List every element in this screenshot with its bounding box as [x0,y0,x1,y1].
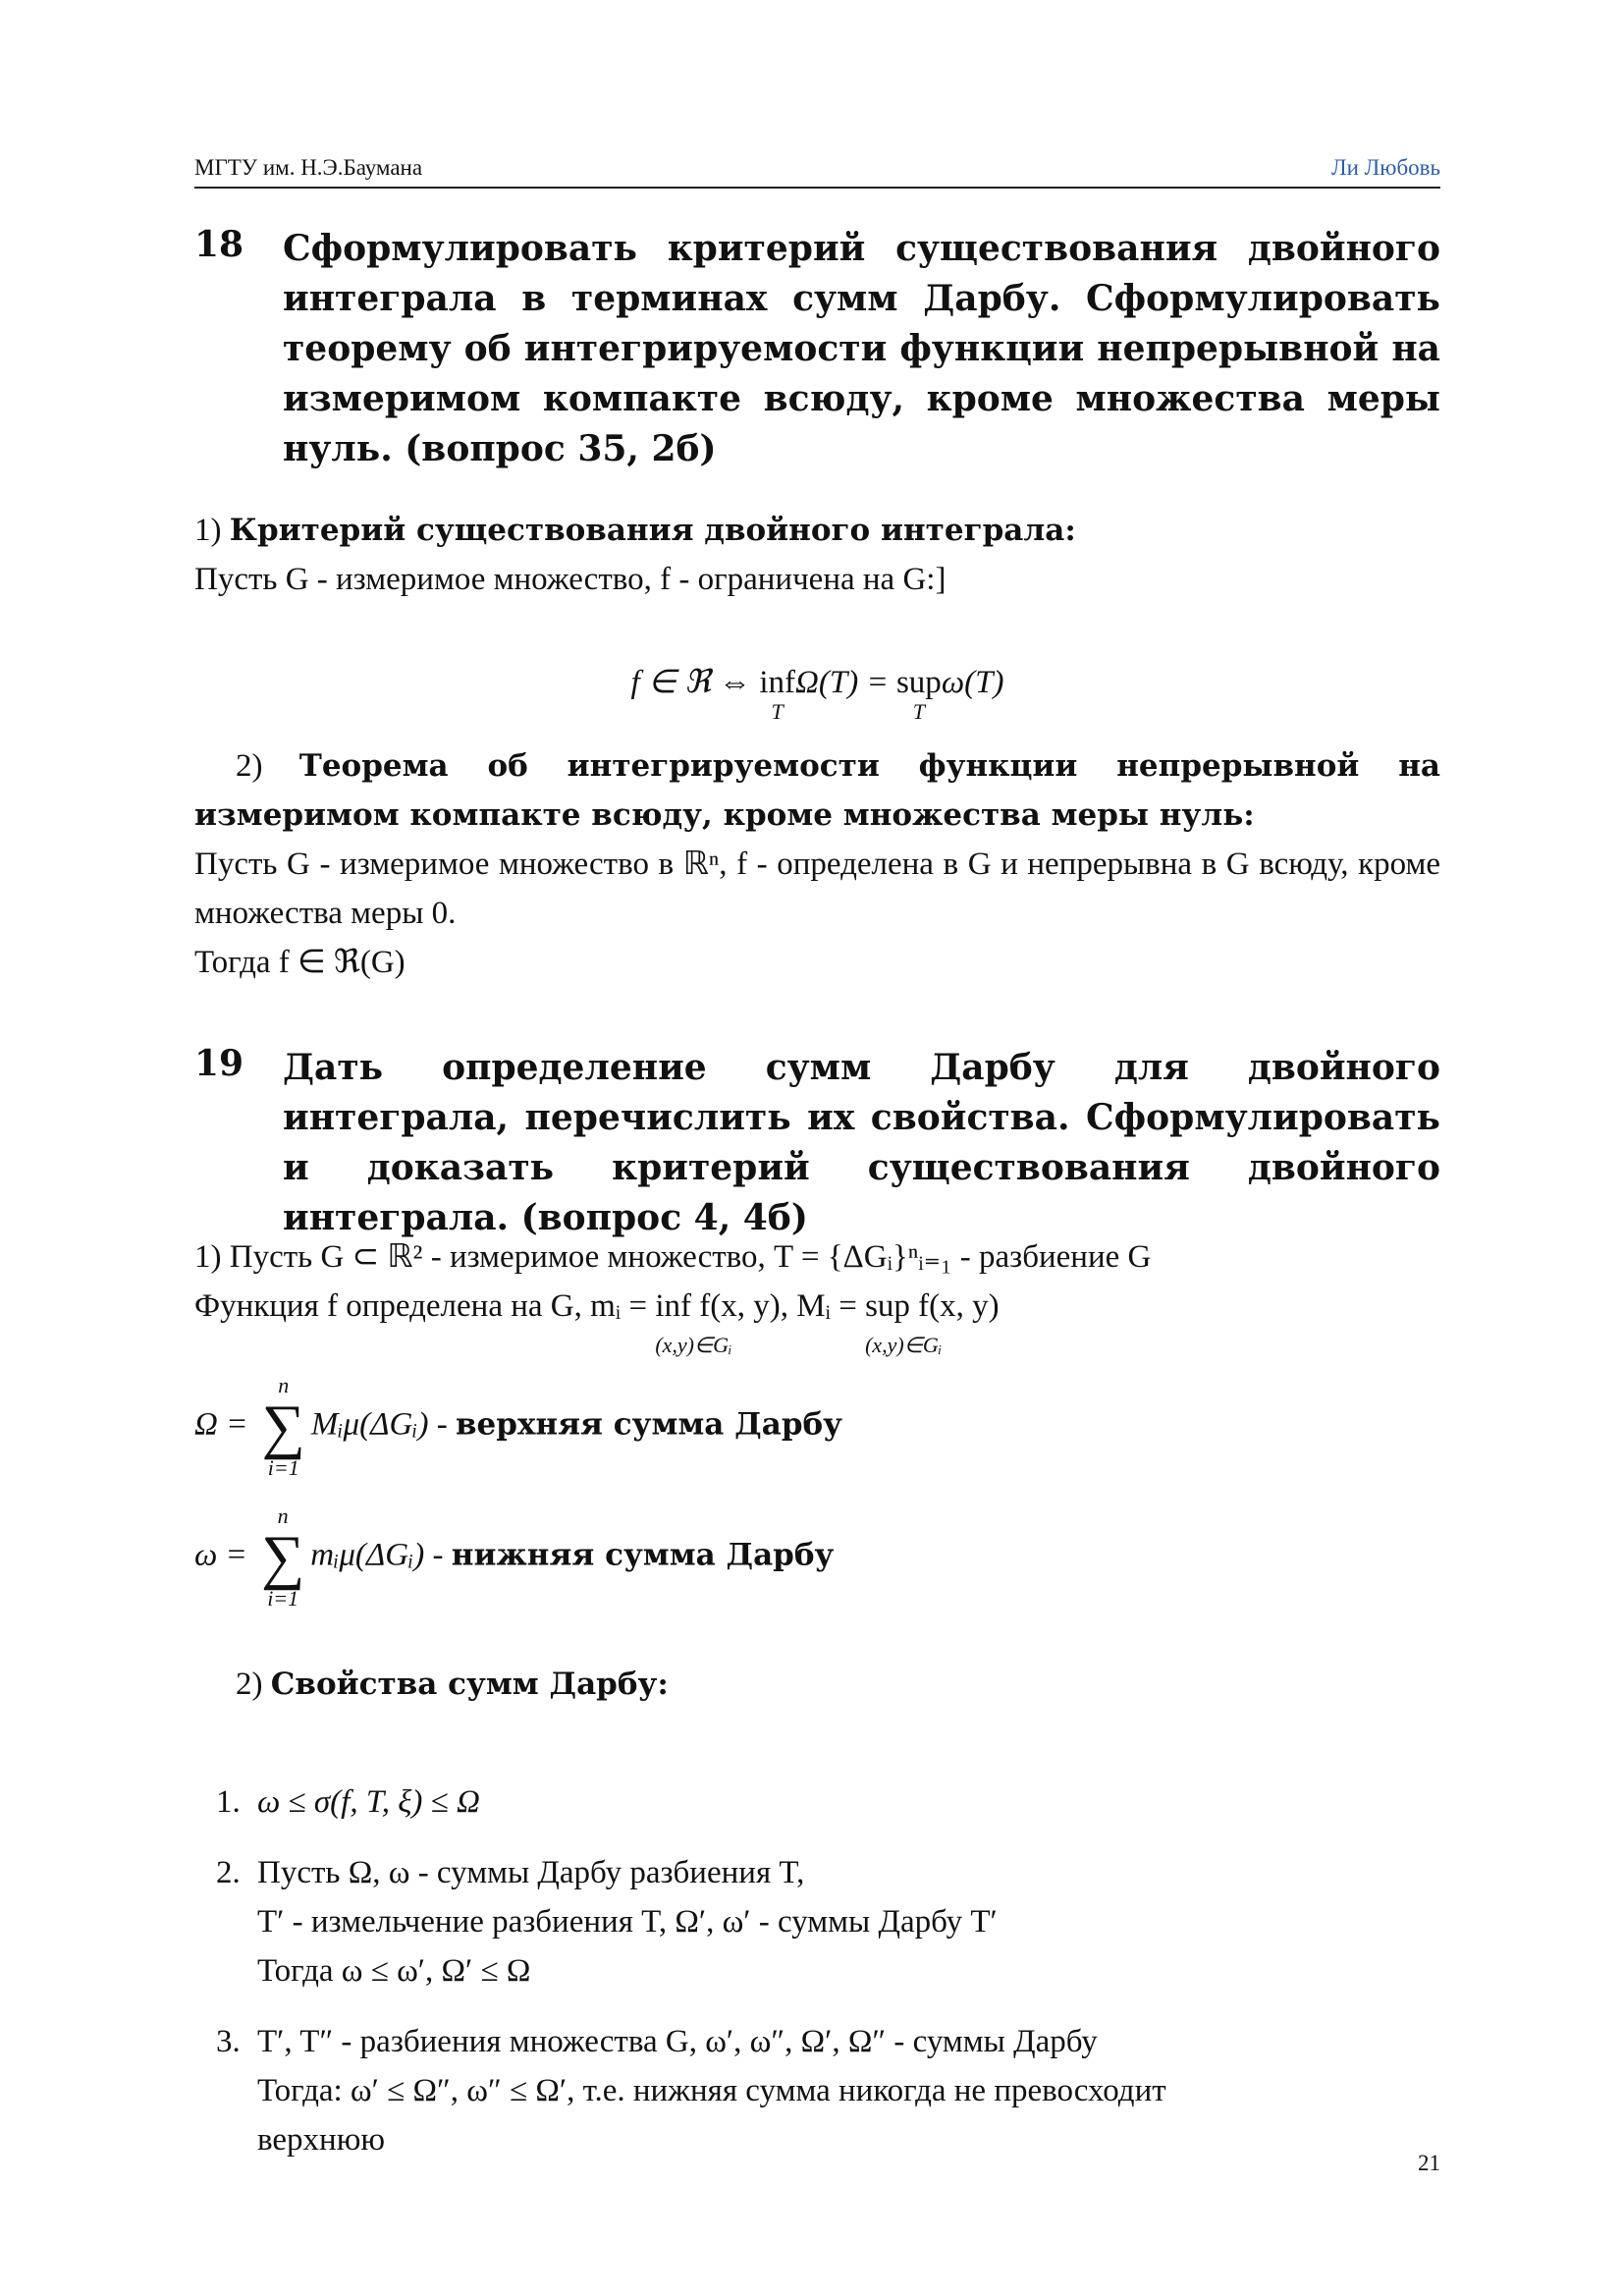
section-title: Дать определение сумм Дарбу для двойного интеграла, перечислить их свойства. Сформулировать и доказать критерий существования двойного интеграла. (вопрос 4, 4б) [283,1047,1440,1238]
criterion-paragraph [194,506,1440,604]
header-rule [194,187,1440,189]
header-author: Ли Любовь [1331,155,1440,180]
properties-list [216,1777,1440,2164]
section-number: 19 [194,1043,244,1084]
definition-line-1: 1) Пусть G ⊂ ℝ² - измеримое множество, T = {ΔGᵢ}ⁿᵢ₌₁ - разбиение G [194,1239,1152,1275]
sum-symbol: n ∑ i=1 [261,1373,305,1480]
criterion-heading: Критерий существования двойного интеграла: [229,513,1076,548]
darboux-definition [194,1232,1440,1357]
section-number: 18 [194,224,244,265]
section-18-heading [194,224,1440,474]
definition-line-2: Функция f определена на G, mᵢ = inf (x,y)∈Gᵢ f(x, y), Mᵢ = sup (x,y)∈Gᵢ f(x, y) [194,1282,1440,1331]
upper-sum-formula: Ω = n ∑ i=1 Mᵢμ(ΔGᵢ) - верхняя сумма Дарбу [194,1373,843,1480]
upper-sum-label: верхняя сумма Дарбу [456,1406,843,1443]
theorem-title: Теорема об интегрируемости функции непрерывной на измеримом компакте всюду, кроме множества меры нуль: [194,748,1440,833]
theorem-condition: Пусть G - измеримое множество в ℝⁿ, f - определена в G и непрерывна в G всюду, кроме множества меры 0. [194,847,1440,931]
header-institution: МГТУ им. Н.Э.Баумана [194,155,423,180]
formula-inf: inf T [759,665,795,724]
theorem-conclusion: Тогда f ∈ ℜ(G) [194,945,406,980]
criterion-formula [194,658,1440,724]
sup-operator: sup (x,y)∈Gᵢ [865,1288,943,1357]
formula-sup: sup T [895,665,942,724]
property-item: 2. Пусть Ω, ω - суммы Дарбу разбиения T, T′ - измельчение разбиения T, Ω′, ω′ - суммы Дарбу T′ Тогда ω ≤ ω′, Ω′ ≤ Ω [216,1855,998,1989]
theorem-heading [194,741,1440,840]
item-label: 1) [194,513,230,548]
property-item: 3. T′, T″ - разбиения множества G, ω′, ω″, Ω′, Ω″ - суммы Дарбу Тогда: ω′ ≤ Ω″, ω″ ≤ Ω′, т.е. нижняя сумма никогда не превосходит верхнюю [216,2024,1166,2158]
item-label: 2) [236,748,299,784]
formula-end: ω(T) [941,665,1004,700]
lower-sum-formula: ω = n ∑ i=1 mᵢμ(ΔGᵢ) - нижняя сумма Дарбу [194,1503,835,1611]
theorem-text [194,840,1440,987]
properties-heading: 2) Свойства сумм Дарбу: [236,1667,669,1702]
formula-left: f ∈ ℜ ⇔ [630,665,760,700]
criterion-text: Пусть G - измеримое множество, f - ограничена на G:] [194,562,947,597]
inf-operator: inf (x,y)∈Gᵢ [655,1288,732,1357]
section-title: Сформулировать критерий существования двойного интеграла в терминах сумм Дарбу. Сформулировать теорему об интегрируемости функции непрерывной на измеримом компакте всюду, кроме множества меры нуль. (вопрос 35, 2б) [283,228,1440,469]
section-19-heading [194,1043,1440,1243]
page-number: 21 [1418,2151,1440,2175]
property-item: 1. ω ≤ σ(f, T, ξ) ≤ Ω [216,1784,480,1820]
lower-sum-label: нижняя сумма Дарбу [451,1537,835,1573]
sum-symbol: n ∑ i=1 [261,1503,305,1611]
formula-mid: Ω(T) = [795,665,896,700]
